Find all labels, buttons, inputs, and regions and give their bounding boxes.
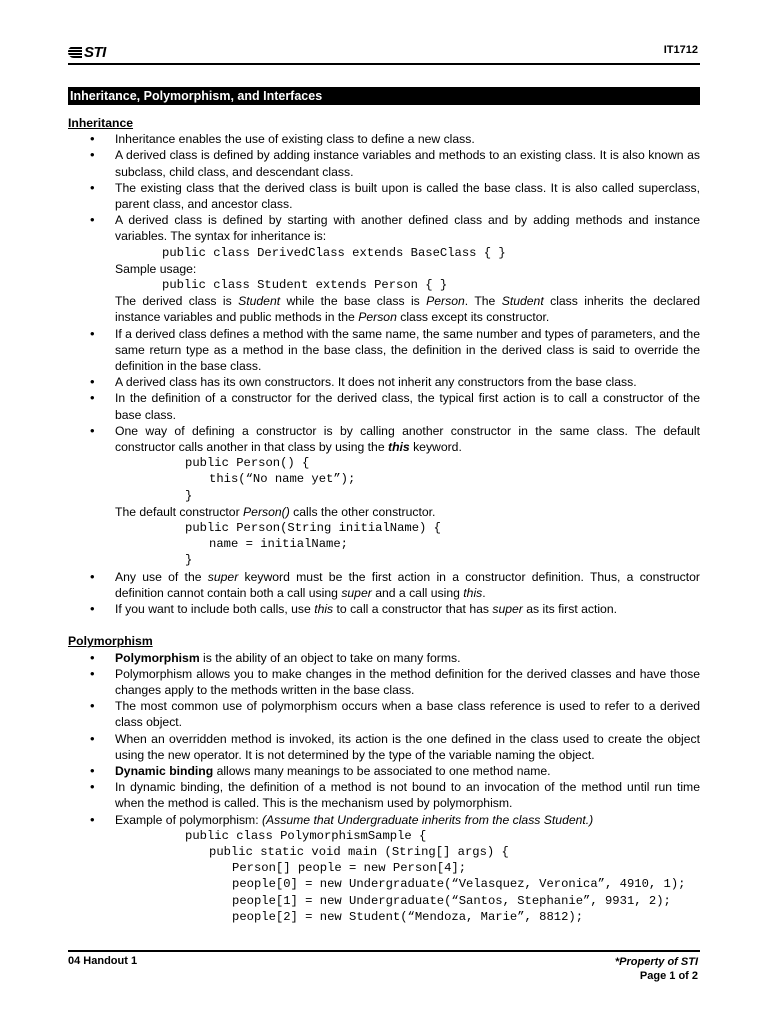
header-rule: [68, 63, 700, 65]
spacer: [68, 617, 700, 633]
list-item: • Polymorphism allows you to make changes in the method definition for the derived classes and have those changes apply to the methods written in the base class.: [68, 666, 700, 698]
polymorphism-list: [68, 650, 700, 828]
code-line: public static void main (String[] args) {: [209, 844, 509, 859]
code-line: name = initialName;: [209, 537, 348, 552]
footer-page-number: Page 1 of 2: [639, 970, 698, 982]
sti-logo: [68, 44, 106, 61]
code-line: people[1] = new Undergraduate(“Santos, Stephanie”, 9931, 2);: [232, 893, 671, 908]
page-title: Inheritance, Polymorphism, and Interfaces: [68, 87, 700, 105]
inheritance-list: [68, 131, 700, 244]
list-item: • Polymorphism is the ability of an object to take on many forms.: [68, 650, 700, 666]
inheritance-list-2: [68, 326, 700, 456]
footer-property: *Property of STI: [614, 956, 698, 968]
list-item: • Inheritance enables the use of existing class to define a new class.: [68, 131, 700, 147]
list-item: • In dynamic binding, the definition of a method is not bound to an invocation of the method until run time when the method is called. This is the mechanism used by polymorphism.: [68, 779, 700, 811]
code-line: }: [185, 488, 193, 503]
doc-code: IT1712: [663, 44, 698, 56]
code-line: public class DerivedClass extends BaseClass { }: [162, 245, 506, 260]
code-line: public Person(String initialName) {: [185, 521, 441, 536]
list-item: • The most common use of polymorphism occurs when a base class reference is used to refer to a derived class object.: [68, 698, 700, 730]
list-item: • Example of polymorphism: (Assume that Undergraduate inherits from the class Student.): [68, 812, 700, 828]
content: [68, 87, 700, 925]
list-item: • A derived class is defined by starting with another defined class and by adding methods and instance variables. The syntax for inheritance is:: [68, 212, 700, 244]
logo-text: STI: [84, 44, 106, 61]
list-item: • When an overridden method is invoked, its action is the one defined in the class used to create the object using the new operator. It is not determined by the type of the variable naming the object.: [68, 731, 700, 763]
code-line: public Person() {: [185, 456, 310, 471]
derived-class-description: The derived class is Student while the base class is Person. The Student class inherits the declared instance variables and public methods in the Person class except its constructor.: [115, 294, 701, 325]
code-line: public class Student extends Person { }: [162, 278, 448, 293]
list-item: • In the definition of a constructor for the derived class, the typical first action is to call a constructor of the base class.: [68, 390, 700, 422]
code-line: this(“No name yet”);: [209, 472, 356, 487]
list-item: • Dynamic binding allows many meanings to be associated to one method name.: [68, 763, 700, 779]
footer-right: [615, 955, 698, 983]
footer-handout: 04 Handout 1: [68, 955, 138, 967]
footer-rule: [68, 950, 700, 952]
list-item: • A derived class has its own constructors. It does not inherit any constructors from the base class.: [68, 374, 700, 390]
sti-logo-icon: [68, 46, 82, 58]
list-item: • If you want to include both calls, use this to call a constructor that has super as its first action.: [68, 601, 700, 617]
section-heading-polymorphism: Polymorphism: [68, 634, 153, 649]
code-line: Person[] people = new Person[4];: [232, 861, 467, 876]
code-line: people[0] = new Undergraduate(“Velasquez, Veronica”, 4910, 1);: [232, 877, 686, 892]
code-line: }: [185, 553, 193, 568]
inheritance-list-3: [68, 569, 700, 618]
section-heading-inheritance: Inheritance: [68, 116, 134, 130]
code-line: public class PolymorphismSample {: [185, 828, 427, 843]
list-item: • One way of defining a constructor is by calling another constructor in the same class. The default constructor calls another in that class by using the this keyword.: [68, 423, 700, 455]
default-constructor-note: The default constructor Person() calls the other constructor.: [115, 504, 436, 519]
list-item: • Any use of the super keyword must be the first action in a constructor definition. Thus, a constructor definition cannot contain both a call using super and a call using this.: [68, 569, 700, 601]
list-item: • A derived class is defined by adding instance variables and methods to an existing class. It is also known as subclass, child class, and descendant class.: [68, 147, 700, 179]
sample-usage-label: Sample usage:: [115, 261, 197, 276]
list-item: • The existing class that the derived class is built upon is called the base class. It is also called superclass, parent class, and ancestor class.: [68, 180, 700, 212]
list-item: • If a derived class defines a method with the same name, the same number and types of parameters, and the same return type as a method in the base class, the definition in the derived class is said to override the definition in the base class.: [68, 326, 700, 375]
code-line: people[2] = new Student(“Mendoza, Marie”, 8812);: [232, 909, 584, 924]
